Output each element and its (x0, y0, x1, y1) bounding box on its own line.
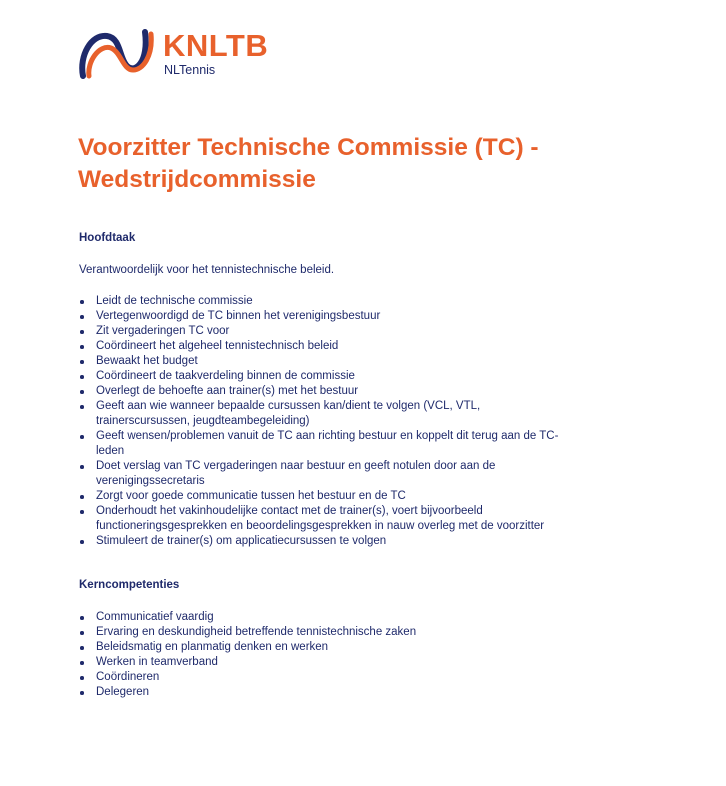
list-item-text: Bewaakt het budget (96, 355, 198, 367)
brand-subtitle: NLTennis (164, 63, 216, 77)
list-item-text: Zit vergaderingen TC voor (96, 325, 230, 337)
list-item-text: Leidt de technische commissie (96, 295, 253, 307)
list-item (79, 489, 619, 504)
list-item (79, 504, 619, 534)
list-item-text: Onderhoudt het vakinhoudelijke contact met de trainer(s), voert bijvoorbeeld (96, 505, 483, 517)
list-item (79, 610, 619, 625)
list-item-text: Vertegenwoordigd de TC binnen het verenigingsbestuur (96, 310, 381, 322)
kerncompetenties-list (79, 610, 619, 700)
list-item-text: Coördineert de taakverdeling binnen de commissie (96, 370, 355, 382)
list-item (79, 429, 619, 459)
kerncompetenties-heading: Kerncompetenties (79, 579, 180, 591)
list-item-text: Geeft aan wie wanneer bepaalde cursussen kan/dient te volgen (VCL, VTL, (96, 400, 481, 412)
list-item (79, 324, 619, 339)
list-item (79, 670, 619, 685)
list-item-text: Geeft wensen/problemen vanuit de TC aan richting bestuur en koppelt dit terug aan de TC- (96, 430, 559, 442)
hoofdtaak-heading: Hoofdtaak (79, 232, 136, 244)
list-item-text: Ervaring en deskundigheid betreffende tennistechnische zaken (96, 626, 417, 638)
list-item-text: Coördineren (96, 671, 160, 683)
list-item (79, 369, 619, 384)
list-item-text: functioneringsgesprekken en beoordelingsgesprekken in nauw overleg met de voorzitter (96, 520, 545, 532)
list-item-text: verenigingssecretaris (96, 475, 205, 487)
knltb-logo (77, 26, 277, 82)
list-item (79, 354, 619, 369)
list-item (79, 640, 619, 655)
list-item-text: Stimuleert de trainer(s) om applicatiecursussen te volgen (96, 535, 387, 547)
list-item (79, 399, 619, 429)
list-item (79, 459, 619, 489)
hoofdtaak-list (79, 294, 619, 549)
list-item-text: trainerscursussen, jeugdteambegeleiding) (96, 415, 310, 427)
list-item (79, 294, 619, 309)
list-item (79, 339, 619, 354)
title-line-1: Voorzitter Technische Commissie (TC) - (78, 134, 539, 161)
list-item (79, 655, 619, 670)
list-item-text: Communicatief vaardig (96, 611, 214, 623)
page-title (78, 132, 678, 196)
list-item-text: Delegeren (96, 686, 150, 698)
list-item-text: Zorgt voor goede communicatie tussen het bestuur en de TC (96, 490, 406, 502)
hoofdtaak-intro: Verantwoordelijk voor het tennistechnische beleid. (79, 264, 335, 276)
list-item (79, 309, 619, 324)
list-item-text: leden (96, 445, 125, 457)
list-item-text: Werken in teamverband (96, 656, 218, 668)
list-item-text: Beleidsmatig en planmatig denken en werken (96, 641, 329, 653)
list-item-text: Coördineert het algeheel tennistechnisch beleid (96, 340, 339, 352)
list-item-text: Doet verslag van TC vergaderingen naar bestuur en geeft notulen door aan de (96, 460, 496, 472)
title-line-2: Wedstrijdcommissie (78, 166, 316, 193)
list-item (79, 685, 619, 700)
list-item-text: Overlegt de behoefte aan trainer(s) met het bestuur (96, 385, 359, 397)
list-item (79, 534, 619, 549)
knltb-swoosh-icon (77, 26, 157, 82)
list-item (79, 625, 619, 640)
brand-name: KNLTB (163, 28, 269, 63)
list-item (79, 384, 619, 399)
